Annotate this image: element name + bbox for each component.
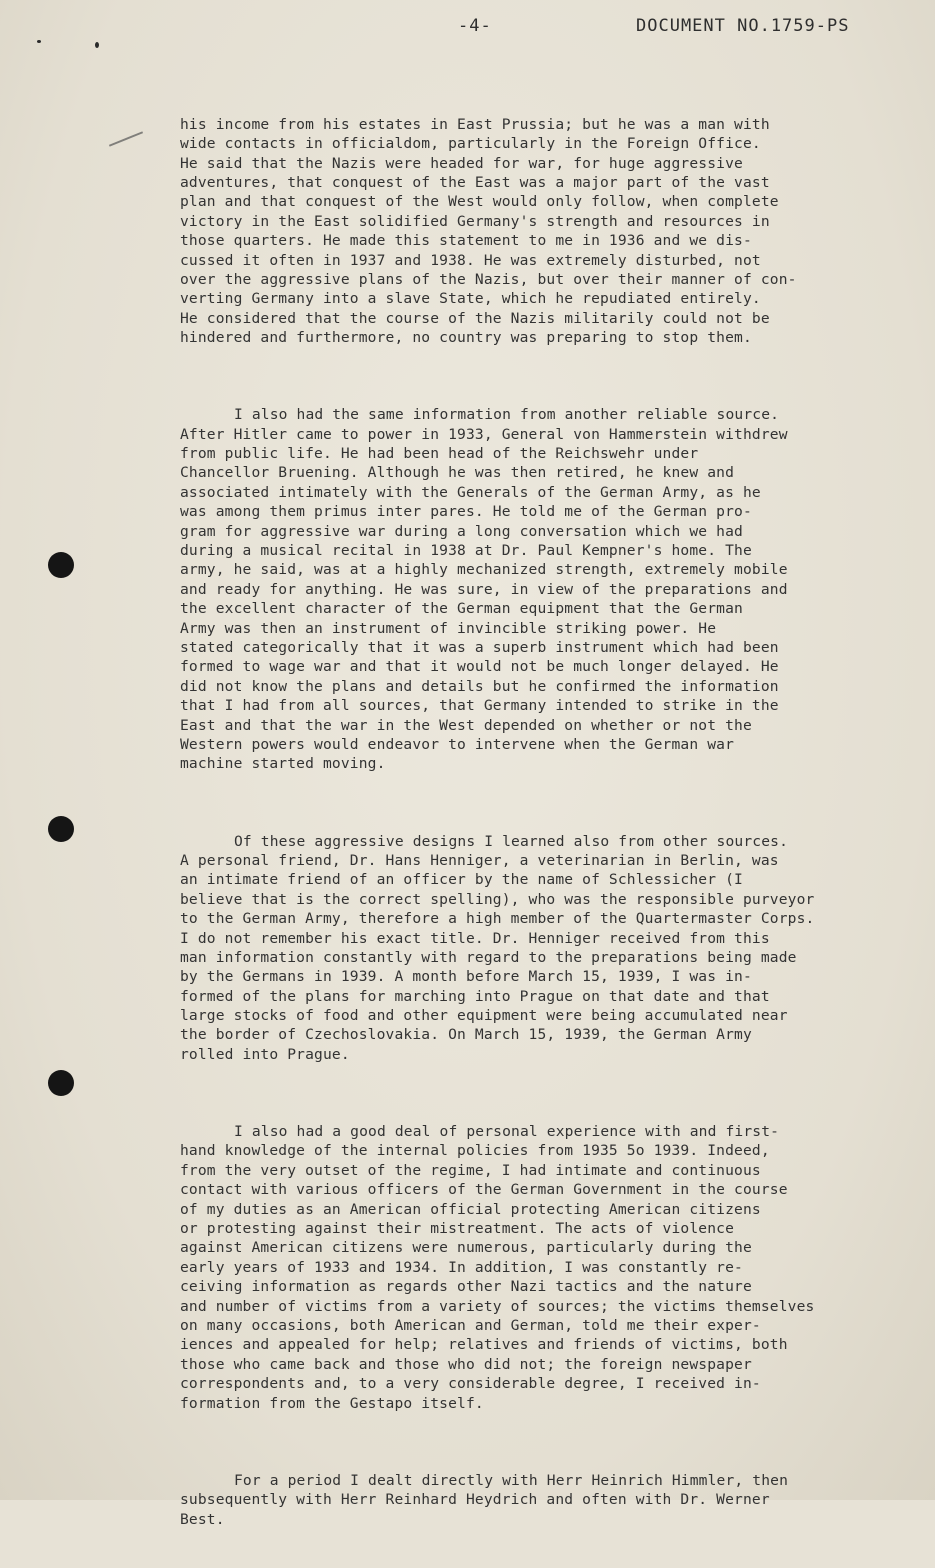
text-line: Best.	[180, 1510, 225, 1528]
text-line: East and that the war in the West depended on whether or not the	[180, 716, 752, 734]
text-line: believe that is the correct spelling), who was the responsible purveyor	[180, 890, 815, 908]
text-line: adventures, that conquest of the East was a major part of the vast	[180, 173, 770, 191]
paragraph	[180, 405, 885, 773]
text-line: correspondents and, to a very considerable degree, I received in-	[180, 1375, 761, 1393]
text-line: or protesting against their mistreatment. The acts of violence	[180, 1220, 735, 1237]
text-line: iences and appealed for help; relatives and friends of victims, both	[180, 1336, 788, 1354]
ink-speck	[95, 42, 99, 48]
text-line: army, he said, was at a highly mechanized strength, extremely mobile	[180, 561, 788, 579]
text-line: his income from his estates in East Prussia; but he was a man with	[180, 115, 770, 133]
text-line: A personal friend, Dr. Hans Henniger, a veterinarian in Berlin, was	[180, 851, 779, 869]
text-line: man information constantly with regard to the preparations being made	[180, 948, 797, 966]
text-line: contact with various officers of the German Government in the course	[180, 1181, 788, 1199]
text-line: machine started moving.	[180, 755, 386, 773]
text-line: Western powers would endeavor to intervene when the German war	[180, 735, 735, 753]
text-line: verting Germany into a slave State, which he repudiated entirely.	[180, 290, 761, 308]
text-line: After Hitler came to power in 1933, General von Hammerstein withdrew	[180, 425, 788, 443]
punch-hole	[48, 1070, 74, 1096]
text-line: wide contacts in officialdom, particularly in the Foreign Office.	[180, 135, 761, 153]
paragraph	[180, 1122, 885, 1413]
text-line: on many occasions, both American and German, told me their exper-	[180, 1316, 761, 1334]
text-line: those quarters. He made this statement to me in 1936 and we dis-	[180, 232, 752, 250]
paragraph	[180, 115, 885, 348]
punch-hole	[48, 816, 74, 842]
text-line: was among them primus inter pares. He told me of the German pro-	[180, 503, 752, 521]
text-line: from the very outset of the regime, I had intimate and continuous	[180, 1161, 761, 1179]
text-line: from public life. He had been head of the Reichswehr under	[180, 445, 699, 463]
text-line: He considered that the course of the Nazis militarily could not be	[180, 309, 770, 327]
text-line: early years of 1933 and 1934. In addition, I was constantly re-	[180, 1258, 743, 1276]
text-line: the excellent character of the German equipment that the German	[180, 600, 743, 618]
text-line: to the German Army, therefore a high member of the Quartermaster Corps.	[180, 910, 815, 928]
text-line: hindered and furthermore, no country was preparing to stop them.	[180, 329, 752, 347]
page-header	[0, 14, 935, 42]
text-line: Army was then an instrument of invincible striking power. He	[180, 619, 717, 637]
text-line: ceiving information as regards other Nazi tactics and the nature	[180, 1278, 752, 1296]
text-line: He said that the Nazis were headed for war, for huge aggressive	[180, 154, 743, 172]
text-line: large stocks of food and other equipment were being accumulated near	[180, 1007, 788, 1025]
text-line: an intimate friend of an officer by the name of Schlessicher (I	[180, 871, 743, 889]
text-line: rolled into Prague.	[180, 1045, 350, 1063]
text-line: For a period I dealt directly with Herr Heinrich Himmler, then	[234, 1471, 789, 1489]
page-number: -4-	[458, 16, 492, 36]
punch-hole	[48, 552, 74, 578]
text-line: by the Germans in 1939. A month before March 15, 1939, I was in-	[180, 968, 752, 986]
document-body	[180, 76, 885, 1568]
text-line: formation from the Gestapo itself.	[180, 1394, 484, 1412]
text-line: Of these aggressive designs I learned also from other sources.	[234, 832, 789, 850]
text-line: subsequently with Herr Reinhard Heydrich and often with Dr. Werner	[180, 1491, 770, 1509]
text-line: and number of victims from a variety of sources; the victims themselves	[180, 1297, 815, 1315]
text-line: associated intimately with the Generals of the German Army, as he	[180, 483, 761, 501]
text-line: and ready for anything. He was sure, in view of the preparations and	[180, 580, 788, 598]
text-line: of my duties as an American official protecting American citizens	[180, 1200, 761, 1218]
text-line: stated categorically that it was a superb instrument which had been	[180, 639, 779, 656]
ink-speck	[37, 40, 41, 43]
text-line: victory in the East solidified Germany's strength and resources in	[180, 212, 770, 230]
text-line: formed to wage war and that it would not be much longer delayed. He	[180, 658, 779, 676]
text-line: I do not remember his exact title. Dr. Henniger received from this	[180, 929, 770, 947]
text-line: did not know the plans and details but he confirmed the information	[180, 677, 779, 695]
text-line: over the aggressive plans of the Nazis, but over their manner of con-	[180, 270, 797, 288]
paragraph	[180, 832, 885, 1065]
text-line: during a musical recital in 1938 at Dr. Paul Kempner's home. The	[180, 542, 752, 560]
text-line: gram for aggressive war during a long conversation which we had	[180, 522, 743, 540]
text-line: I also had a good deal of personal experience with and first-	[234, 1123, 780, 1141]
text-line: plan and that conquest of the West would only follow, when complete	[180, 193, 779, 211]
text-line: formed of the plans for marching into Prague on that date and that	[180, 987, 770, 1005]
text-line: that I had from all sources, that Germany intended to strike in the	[180, 697, 779, 715]
text-line: hand knowledge of the internal policies from 1935 5o 1939. Indeed,	[180, 1142, 770, 1160]
text-line: I also had the same information from another reliable source.	[234, 406, 780, 424]
text-line: Chancellor Bruening. Although he was then retired, he knew and	[180, 464, 735, 482]
text-line: against American citizens were numerous, particularly during the	[180, 1239, 752, 1257]
text-line: those who came back and those who did not; the foreign newspaper	[180, 1355, 752, 1373]
text-line: the border of Czechoslovakia. On March 15, 1939, the German Army	[180, 1026, 752, 1044]
margin-pencil-mark	[109, 131, 143, 146]
text-line: cussed it often in 1937 and 1938. He was extremely disturbed, not	[180, 251, 761, 269]
document-number: DOCUMENT NO.1759-PS	[636, 16, 850, 36]
